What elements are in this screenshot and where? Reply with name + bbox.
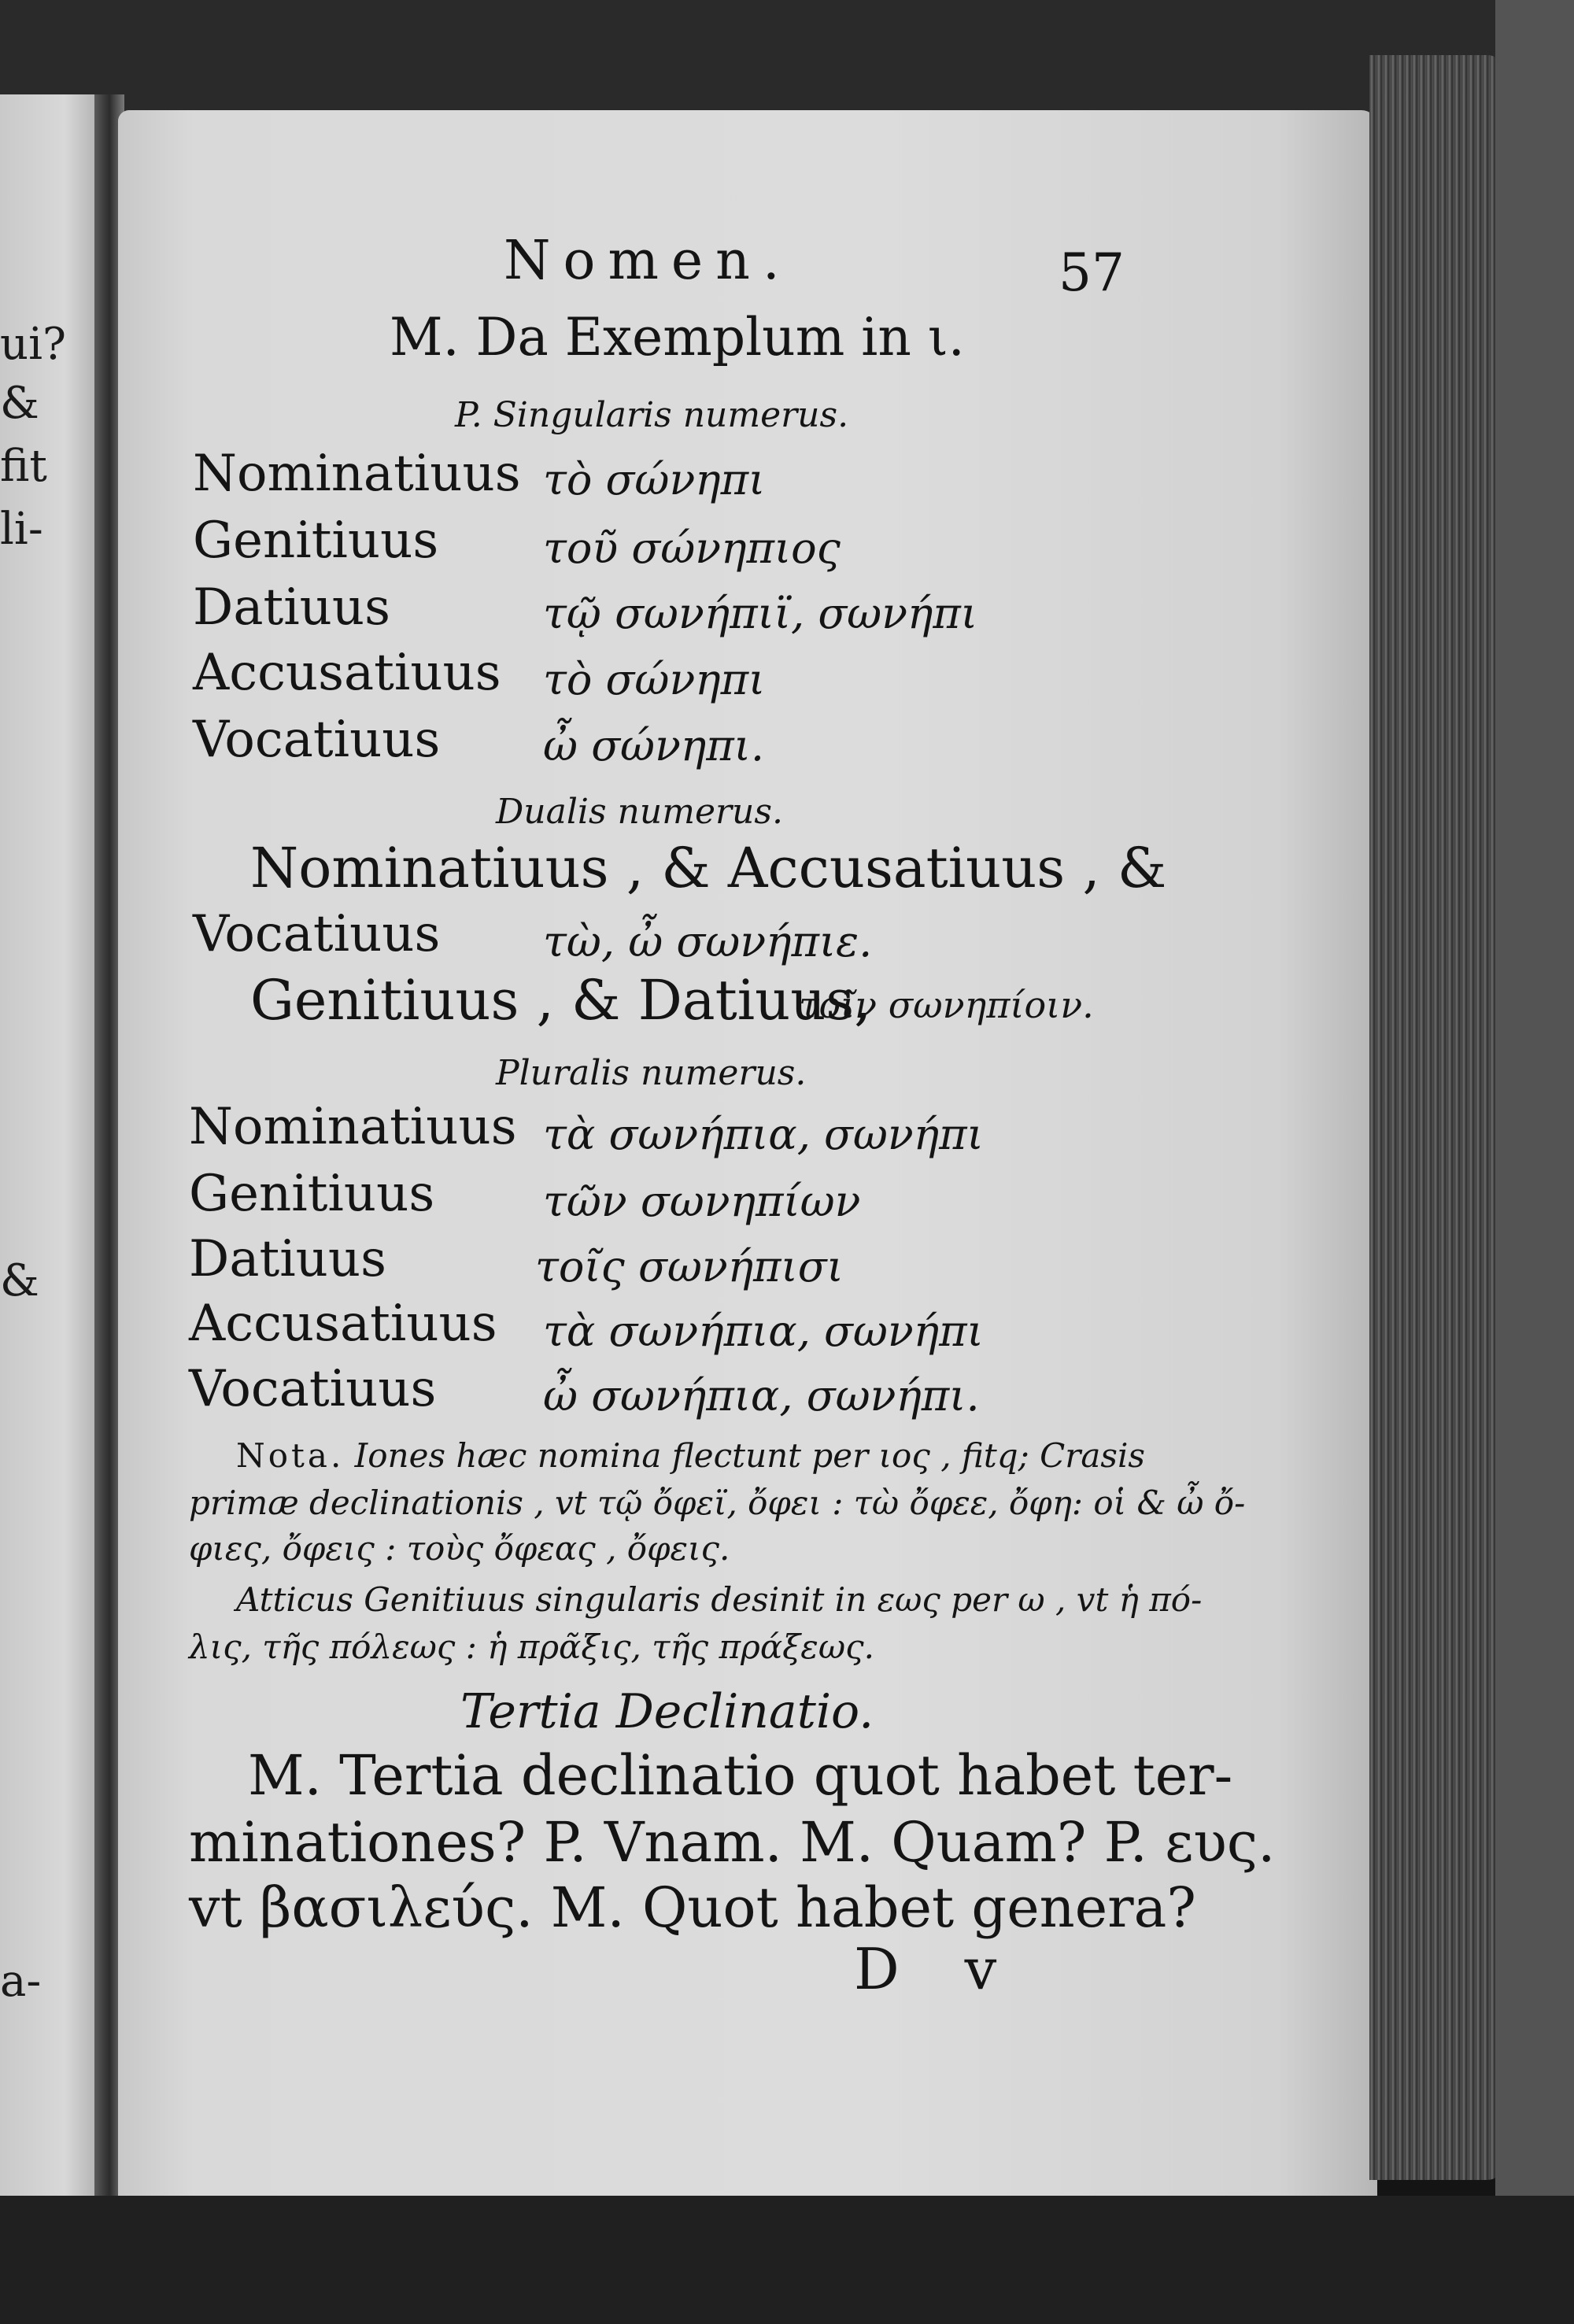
case-label: Nominatiuus (193, 445, 521, 503)
greek-form: τὰ σωνήπια, σωνήπι (543, 1306, 984, 1356)
case-label: Genitiuus (193, 512, 439, 570)
greek-form: τῶν σωνηπίων (543, 1177, 861, 1226)
left-fragment: ui? (0, 319, 66, 370)
greek-form: τὸ σώνηπι (543, 455, 766, 504)
question-line: M. Da Exemplum in ι. (390, 307, 965, 368)
nota-line: Iones hæc nomina flectunt per ιος , fitq; Crasis (354, 1436, 1145, 1475)
greek-form: τοῖς σωνήπισι (535, 1242, 844, 1291)
case-label: Vocatiuus (193, 711, 441, 769)
running-header: Nomen. (504, 230, 793, 292)
greek-form: τῷ σωνήπιϊ, σωνήπι (543, 589, 978, 638)
attic-line: λις, τῆς πόλεως : ἡ πρᾶξις, τῆς πράξεως. (189, 1628, 874, 1666)
tertia-line: minationes? P. Vnam. M. Quam? P. ευς. (189, 1810, 1276, 1875)
section-heading: Dualis numerus. (496, 792, 783, 832)
left-fragment: a- (0, 1956, 42, 2007)
signature-mark: D v (854, 1936, 1021, 2002)
greek-form: τοῖν σωνηπίοιν. (799, 984, 1094, 1026)
nota-line: φιες, ὄφεις : τοὺς ὄφεας , ὄφεις. (189, 1529, 730, 1568)
greek-form: τοῦ σώνηπιος (543, 523, 841, 573)
left-fragment: fit (0, 441, 47, 492)
case-label: Nominatiuus (189, 1098, 517, 1156)
background (0, 0, 1574, 118)
nota-label: Nota. (236, 1436, 345, 1475)
tertia-line: M. Tertia declinatio quot habet ter- (248, 1743, 1233, 1808)
left-fragment: & (0, 1255, 39, 1306)
attic-line: Atticus Genitiuus singularis desinit in εως per ω , vt ἡ πό- (236, 1580, 1203, 1619)
case-label: Genitiuus (189, 1165, 435, 1223)
case-label: Datiuus (189, 1230, 386, 1288)
greek-form: ὦ σωνήπια, σωνήπι. (543, 1371, 980, 1421)
page-edges (1369, 55, 1503, 2180)
section-heading: P. Singularis numerus. (455, 395, 849, 435)
section-heading: Tertia Declinatio. (460, 1684, 874, 1739)
greek-form: ὦ σώνηπι. (543, 721, 765, 770)
dual-line: Genitiuus , & Datiuus, (250, 968, 872, 1033)
left-fragment: & (0, 378, 39, 429)
left-fragment: li- (0, 504, 43, 555)
greek-form: τὼ, ὦ σωνήπιε. (543, 917, 873, 966)
page-number: 57 (1059, 242, 1125, 303)
case-label: Datiuus (193, 578, 390, 637)
greek-form: τὰ σωνήπια, σωνήπι (543, 1110, 984, 1159)
nota-line: primæ declinationis , vt τῷ ὄφεϊ, ὄφει : τὼ ὄφεε, ὄφη: οἱ & ὦ ὄ- (189, 1483, 1246, 1522)
case-label: Accusatiuus (193, 644, 501, 702)
tertia-line: vt βασιλεύς. M. Quot habet genera? (189, 1875, 1196, 1940)
book-cover (1495, 0, 1574, 2324)
case-label: Accusatiuus (189, 1295, 497, 1353)
section-heading: Pluralis numerus. (496, 1053, 807, 1093)
dual-line: Nominatiuus , & Accusatiuus , & (250, 836, 1167, 900)
bottom-shadow (0, 2196, 1574, 2324)
case-label: Vocatiuus (189, 1360, 437, 1418)
case-label: Vocatiuus (193, 905, 441, 963)
greek-form: τὸ σώνηπι (543, 655, 766, 704)
